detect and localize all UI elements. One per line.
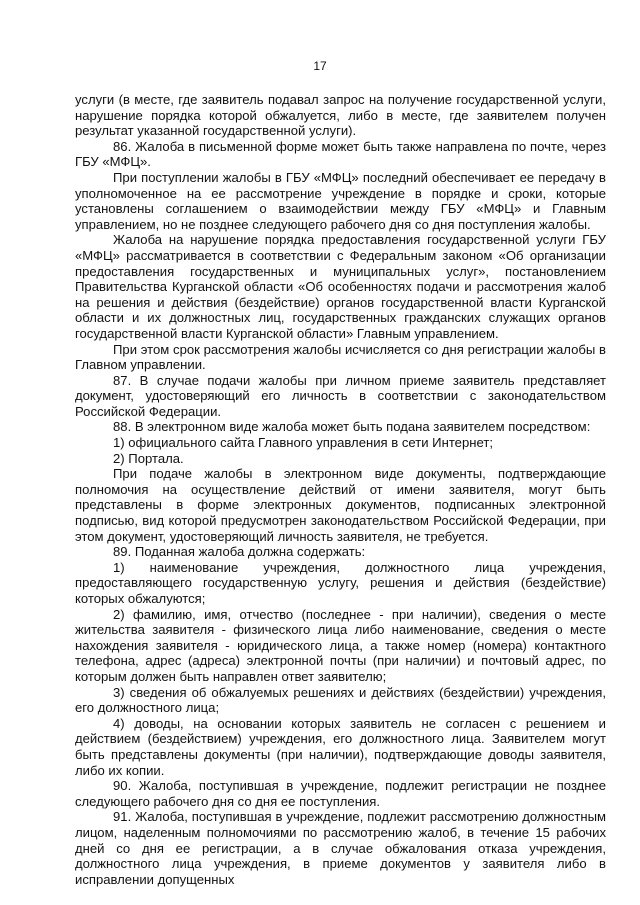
paragraph-86: 86. Жалоба в письменной форме может быть также направлена по почте, через ГБУ «МФЦ». xyxy=(75,138,606,170)
paragraph-electronic-docs: При подаче жалобы в электронном виде документы, подтверждающие полномочия на осуществление действий от имени заявителя, могут быть представлены в форме электронных документов, подписанных электронной подписью, вид которой предусмотрен законодательством Российской Федерации, при этом документ, удостоверяющий личность заявителя, не требуется. xyxy=(75,466,606,544)
paragraph-90: 90. Жалоба, поступившая в учреждение, подлежит регистрации не позднее следующего рабочего дня со дня ее поступления. xyxy=(75,778,606,809)
paragraph-continuation: услуги (в месте, где заявитель подавал запрос на получение государственной услуги, нарушение порядка которой обжалуется, либо в месте, где заявителем получен результат указанной государственной услуги). xyxy=(75,92,606,139)
paragraph-mfc-complaint: Жалоба на нарушение порядка предоставления государственной услуги ГБУ «МФЦ» рассматривается в соответствии с Федеральным законом «Об организации предоставления государственных и муниципальных услуг», постановлением Правительства Курганской области «Об особенностях подачи и рассмотрения жалоб на решения и действия (бездействие) органов государственной власти Курганской области и их должностных лиц, государственных гражданских служащих органов государственной власти Курганской области» Главным управлением. xyxy=(75,232,606,341)
page-number: 17 xyxy=(313,59,327,73)
list-item-89-3: 3) сведения об обжалуемых решениях и действиях (бездействии) учреждения, его должностного лица; xyxy=(75,684,606,716)
list-item-89-4: 4) доводы, на основании которых заявитель не согласен с решением и действием (бездействием) учреждения, его должностного лица. Заявителем могут быть представлены документы (при наличии), подтверждающие доводы заявителя, либо их копии. xyxy=(75,715,606,778)
page-body xyxy=(75,92,606,887)
paragraph-89: 89. Поданная жалоба должна содержать: xyxy=(113,544,366,560)
paragraph-88: 88. В электронном виде жалоба может быть подана заявителем посредством: xyxy=(113,419,591,435)
list-item-88-2: 2) Портала. xyxy=(113,450,184,466)
paragraph-87: 87. В случае подачи жалобы при личном приеме заявитель представляет документ, удостоверяющий его личность в соответствии с законодательством Российской Федерации. xyxy=(75,372,606,419)
list-item-88-1: 1) официального сайта Главного управления в сети Интернет; xyxy=(113,435,493,451)
paragraph-mfc-transfer: При поступлении жалобы в ГБУ «МФЦ» последний обеспечивает ее передачу в уполномоченное на ее рассмотрение учреждение в порядке и сроки, которые установлены соглашением о взаимодействии между ГБУ «МФЦ» и Главным управлением, но не позднее следующего рабочего дня со дня поступления жалобы. xyxy=(75,169,606,232)
list-item-89-1: 1) наименование учреждения, должностного лица учреждения, предоставляющего государственную услугу, решения и действия (бездействие) которых обжалуются; xyxy=(75,559,606,606)
paragraph-91: 91. Жалоба, поступившая в учреждение, подлежит рассмотрению должностным лицом, наделенным полномочиями по рассмотрению жалоб, в течение 15 рабочих дней со дня ее регистрации, а в случае обжалования отказа учреждения, должностного лица учреждения, в приеме документов у заявителя либо в исправлении допущенных xyxy=(75,809,606,887)
list-item-89-2: 2) фамилию, имя, отчество (последнее - при наличии), сведения о месте жительства заявителя - физического лица либо наименование, сведения о месте нахождения заявителя - юридического лица, а также номер (номера) контактного телефона, адрес (адреса) электронной почты (при наличии) и почтовый адрес, по которым должен быть направлен ответ заявителю; xyxy=(75,606,606,684)
paragraph-review-term: При этом срок рассмотрения жалобы исчисляется со дня регистрации жалобы в Главном управлении. xyxy=(75,341,606,373)
